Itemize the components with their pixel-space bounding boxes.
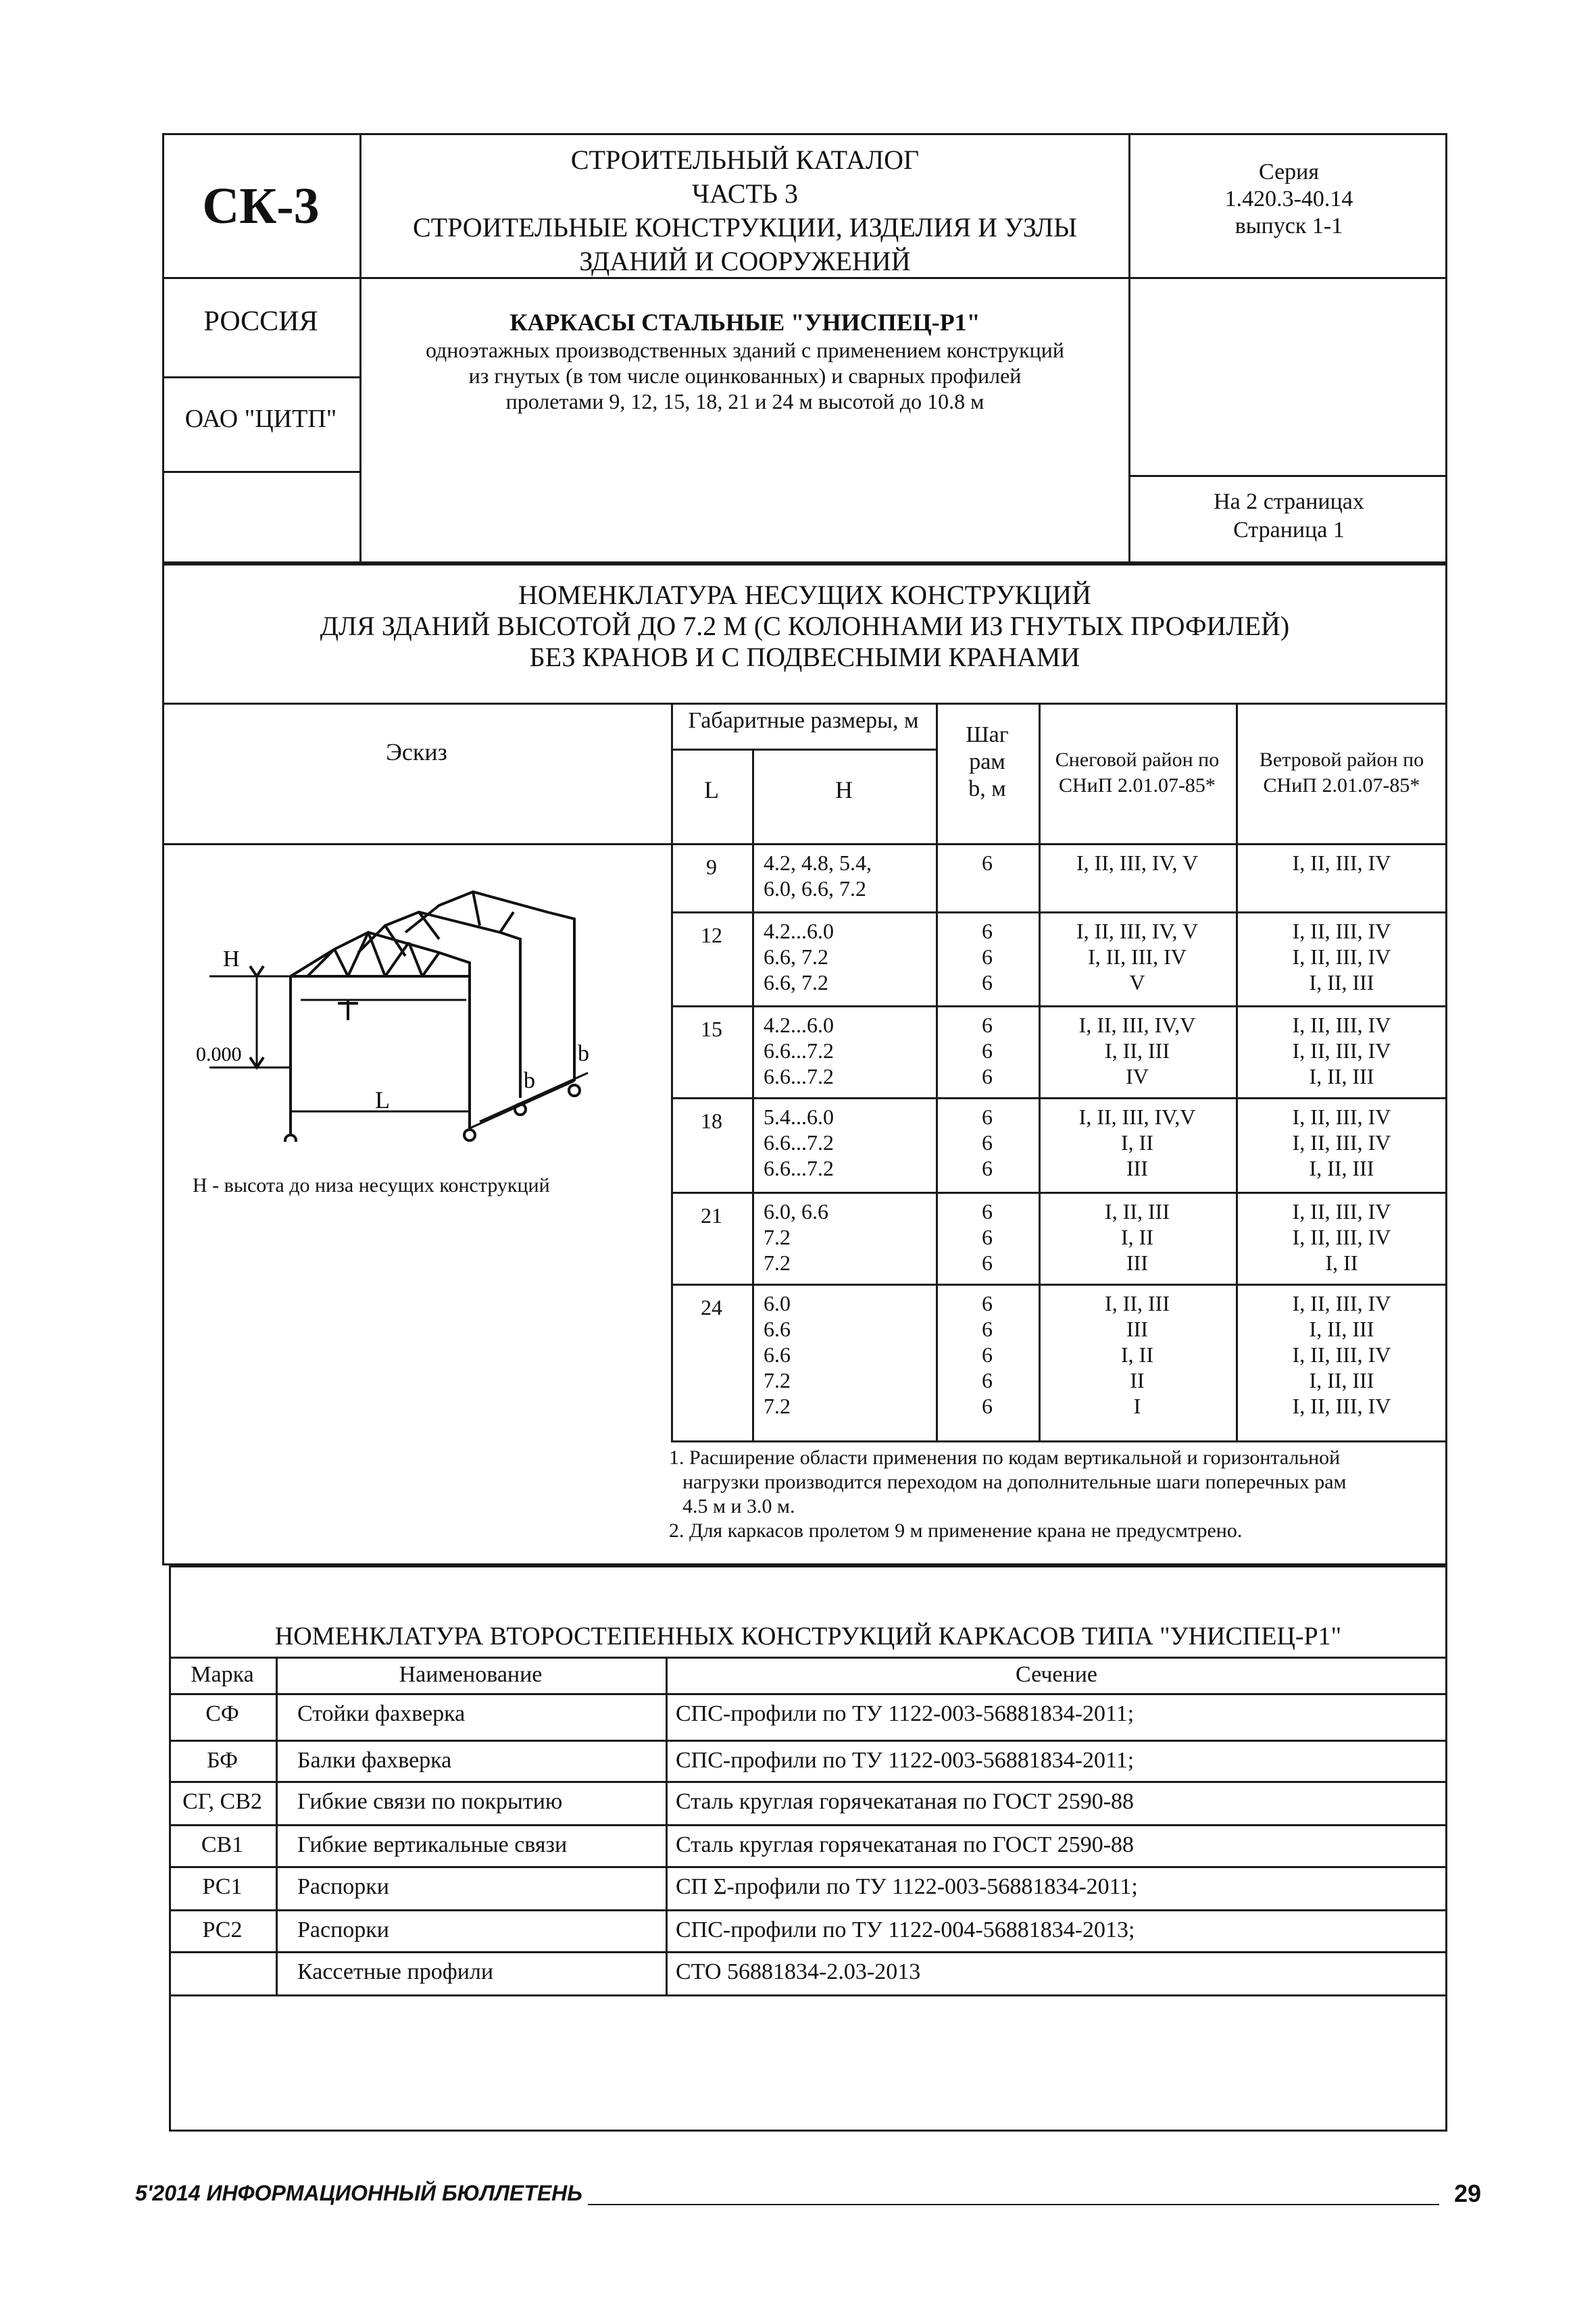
sketch-label-h: H	[223, 947, 240, 972]
s2-header-name: Наименование	[399, 1662, 543, 1687]
cell-line: I, II, III, IV, V	[1076, 851, 1199, 875]
cell-line: I, II, III	[1309, 970, 1374, 995]
cell-line: 6	[982, 1251, 993, 1275]
cell-line: I, II, III, IV	[1292, 1225, 1391, 1249]
note-line: 1. Расширение области применения по кодам вертикальной и горизонтальной	[669, 1447, 1341, 1469]
cell-line: 7.2	[764, 1394, 791, 1418]
cell-line: 6.6...7.2	[764, 1130, 834, 1155]
col-header-snow	[1039, 747, 1236, 799]
cell-b	[936, 1290, 1039, 1419]
cell-snow	[1039, 1290, 1236, 1419]
cell-snow	[1039, 1199, 1236, 1276]
s2-row-line	[169, 1951, 1447, 1953]
section2-table-top	[169, 1657, 1447, 1659]
document-title-block	[361, 307, 1128, 414]
sketch-caption: Н - высота до низа несущих конструкций	[193, 1174, 550, 1197]
s2-cell-name: Гибкие связи по покрытию	[297, 1789, 563, 1814]
sketch-frame-back	[405, 892, 574, 1081]
row-line	[671, 1192, 1447, 1194]
sketch-label-zero: 0.000	[196, 1043, 242, 1065]
section1-title	[162, 580, 1447, 673]
row-line	[671, 1097, 1447, 1099]
catalog-title-line: ЗДАНИЙ И СООРУЖЕНИЙ	[579, 246, 911, 276]
header-row-line-4	[1128, 475, 1447, 477]
col-header-step-line: рам	[969, 749, 1005, 774]
col-header-wind	[1236, 747, 1447, 799]
table-header-bottom-line	[162, 843, 1447, 845]
cell-line: 6	[982, 1368, 993, 1392]
document-title: КАРКАСЫ СТАЛЬНЫЕ "УНИСПЕЦ-Р1"	[509, 309, 980, 336]
s2-cell-mark: РС2	[202, 1917, 243, 1942]
cell-line: 18	[701, 1109, 722, 1133]
pages-line: На 2 страницах	[1214, 489, 1364, 514]
cell-H	[764, 1290, 936, 1419]
document-desc-line: из гнутых (в том числе оцинкованных) и сварных профилей	[468, 363, 1022, 388]
cell-wind	[1236, 1104, 1447, 1181]
cell-wind	[1236, 1290, 1447, 1419]
cell-line: 6	[982, 1291, 993, 1315]
cell-line: III	[1126, 1156, 1148, 1180]
cell-line: I, II, III, IV	[1292, 1013, 1391, 1037]
cell-line: III	[1126, 1317, 1148, 1341]
s2-cell-mark: СГ, СВ2	[182, 1789, 262, 1814]
s2-cell-mark: СФ	[205, 1701, 239, 1726]
note-line: нагрузки производится переходом на дополнительные шаги поперечных рам	[682, 1471, 1347, 1493]
cell-line: 4.2, 4.8, 5.4,	[764, 851, 872, 875]
section1-title-line: БЕЗ КРАНОВ И С ПОДВЕСНЫМИ КРАНАМИ	[529, 642, 1080, 672]
row-line	[671, 1284, 1447, 1286]
cell-snow	[1039, 1104, 1236, 1181]
cell-line: I, II, III	[1309, 1064, 1374, 1088]
cell-line: 6	[982, 1038, 993, 1063]
col-header-step-line: Шаг	[966, 722, 1009, 747]
cell-line: 6	[982, 1064, 993, 1088]
catalog-title-line: СТРОИТЕЛЬНЫЙ КАТАЛОГ	[570, 145, 920, 175]
s2-cell-mark: СВ1	[201, 1832, 244, 1857]
s2-cell-name: Распорки	[297, 1874, 389, 1899]
col-header-step	[936, 722, 1039, 803]
cell-line: 6.6, 7.2	[764, 945, 828, 969]
footer-rule	[588, 2204, 1439, 2205]
cell-line: I, II, III	[1105, 1291, 1170, 1315]
s2-cell-mark: БФ	[207, 1748, 238, 1773]
cell-line: 4.2...6.0	[764, 919, 834, 943]
footer-page-number: 29	[1454, 2180, 1482, 2207]
cell-line: 24	[701, 1295, 722, 1319]
cell-line: 6.6	[764, 1342, 791, 1367]
cell-line: 15	[701, 1017, 722, 1041]
catalog-title-line: СТРОИТЕЛЬНЫЕ КОНСТРУКЦИИ, ИЗДЕЛИЯ И УЗЛЫ	[412, 212, 1078, 243]
cell-line: 6.6, 7.2	[764, 970, 828, 995]
sketch-frame-middle	[358, 912, 520, 1098]
col-divider-L	[752, 749, 754, 1440]
col-header-step-line: b, м	[968, 776, 1006, 801]
cell-L	[671, 1108, 752, 1134]
cell-b	[936, 1104, 1039, 1181]
catalog-title	[361, 143, 1128, 278]
cell-line: I, II, III, IV	[1292, 945, 1391, 969]
s2-cell-section: СТО 56881834-2.03-2013	[676, 1959, 921, 1984]
cell-H	[764, 1199, 936, 1276]
cell-snow	[1039, 850, 1236, 876]
col-header-sketch: Эскиз	[386, 738, 447, 765]
section1-title-line: НОМЕНКЛАТУРА НЕСУЩИХ КОНСТРУКЦИЙ	[518, 580, 1091, 610]
cell-line: I, II, III, IV	[1292, 1130, 1391, 1155]
cell-line: 6.6...7.2	[764, 1064, 834, 1088]
cell-line: 6.6	[764, 1317, 791, 1341]
cell-line: I, II, III	[1309, 1317, 1374, 1341]
cell-H	[764, 918, 936, 995]
note-line: 4.5 м и 3.0 м.	[682, 1495, 795, 1517]
cell-line: 6	[982, 1317, 993, 1341]
s2-header-mark: Марка	[191, 1662, 254, 1687]
col-header-wind-line: СНиП 2.01.07-85*	[1263, 774, 1420, 797]
series-line: Серия	[1258, 159, 1320, 184]
cell-b	[936, 918, 1039, 995]
section1-title-line: ДЛЯ ЗДАНИЙ ВЫСОТОЙ ДО 7.2 М (С КОЛОННАМИ ИЗ ГНУТЫХ ПРОФИЛЕЙ)	[320, 611, 1290, 641]
cell-wind	[1236, 918, 1447, 995]
cell-line: 4.2...6.0	[764, 1013, 834, 1037]
catalog-code: СК-3	[202, 178, 320, 234]
document-desc-line: пролетами 9, 12, 15, 18, 21 и 24 м высотой до 10.8 м	[505, 389, 984, 413]
section1-notes	[669, 1446, 1446, 1543]
cell-b	[936, 1012, 1039, 1089]
s2-cell-section: СПС-профили по ТУ 1122-003-56881834-2011;	[676, 1701, 1134, 1726]
series-line: 1.420.3-40.14	[1224, 186, 1353, 211]
s2-cell-name: Балки фахверка	[297, 1748, 452, 1773]
col-header-L: L	[704, 776, 719, 803]
cell-line: I, II, III, IV,V	[1078, 1105, 1196, 1129]
s2-row-line	[169, 1781, 1447, 1783]
s2-row-line	[169, 1866, 1447, 1868]
s2-cell-section: Сталь круглая горячекатаная по ГОСТ 2590-88	[676, 1832, 1134, 1857]
cell-line: 6	[982, 945, 993, 969]
cell-line: I, II, III	[1309, 1368, 1374, 1392]
dims-subheader-line	[671, 749, 936, 751]
cell-line: I, II	[1121, 1342, 1153, 1367]
cell-line: 9	[706, 855, 717, 879]
cell-line: 6	[982, 1225, 993, 1249]
s2-cell-name: Распорки	[297, 1917, 389, 1942]
pages-info	[1130, 488, 1447, 545]
cell-line: I, II, III, IV	[1292, 1342, 1391, 1367]
row-line	[671, 1005, 1447, 1007]
header-row-line-2	[162, 376, 359, 378]
cell-line: III	[1126, 1251, 1148, 1275]
cell-snow	[1039, 1012, 1236, 1089]
cell-line: 6	[982, 1342, 993, 1367]
section2-title: НОМЕНКЛАТУРА ВТОРОСТЕПЕННЫХ КОНСТРУКЦИЙ КАРКАСОВ ТИПА "УНИСПЕЦ-Р1"	[274, 1622, 1342, 1651]
col-header-H: H	[835, 776, 853, 803]
cell-line: 7.2	[764, 1251, 791, 1275]
cell-line: 6.0, 6.6, 7.2	[764, 876, 866, 901]
sketch-label-l: L	[375, 1086, 390, 1113]
cell-L	[671, 1294, 752, 1320]
cell-H	[764, 850, 936, 901]
series-info	[1130, 159, 1447, 240]
cell-line: 6	[982, 1013, 993, 1037]
cell-line: 6.0	[764, 1291, 791, 1315]
cell-line: 6	[982, 1105, 993, 1129]
s2-row-line	[169, 1909, 1447, 1911]
cell-line: 7.2	[764, 1225, 791, 1249]
cell-line: I, II, III, IV	[1292, 1038, 1391, 1063]
s2-cell-name: Гибкие вертикальные связи	[297, 1832, 568, 1857]
cell-line: 21	[701, 1203, 722, 1228]
cell-line: 6	[982, 1130, 993, 1155]
cell-line: I, II	[1121, 1130, 1153, 1155]
cell-L	[671, 922, 752, 948]
s2-row-line	[169, 1693, 1447, 1695]
cell-line: 6.6...7.2	[764, 1156, 834, 1180]
cell-line: I, II, III, IV	[1292, 1394, 1391, 1418]
org-label: ОАО "ЦИТП"	[184, 405, 337, 433]
document-desc-line: одноэтажных производственных зданий с применением конструкций	[425, 338, 1065, 362]
col-header-snow-line: Снеговой район по	[1055, 749, 1220, 771]
cell-line: 7.2	[764, 1368, 791, 1392]
cell-b	[936, 850, 1039, 876]
cell-line: I, II, III	[1105, 1199, 1170, 1224]
s2-header-section: Сечение	[1015, 1662, 1097, 1687]
catalog-title-line: ЧАСТЬ 3	[692, 178, 798, 209]
cell-line: IV	[1126, 1064, 1149, 1088]
cell-L	[671, 1016, 752, 1042]
row-line	[671, 911, 1447, 913]
cell-H	[764, 1012, 936, 1089]
note-line: 2. Для каркасов пролетом 9 м применение крана не предусмтрено.	[669, 1519, 1243, 1542]
series-line: выпуск 1-1	[1235, 213, 1343, 238]
cell-H	[764, 1104, 936, 1181]
s2-cell-section: СП Σ-профили по ТУ 1122-003-56881834-2011;	[676, 1874, 1138, 1899]
cell-line: I, II, III	[1105, 1038, 1170, 1063]
table-bottom-line	[671, 1440, 1447, 1442]
cell-wind	[1236, 1199, 1447, 1276]
footer-bulletin: 5'2014 ИНФОРМАЦИОННЫЙ БЮЛЛЕТЕНЬ	[135, 2181, 582, 2205]
cell-L	[671, 854, 752, 880]
cell-line: I, II, III	[1309, 1156, 1374, 1180]
cell-line: 6	[982, 970, 993, 995]
cell-snow	[1039, 918, 1236, 995]
cell-line: I, II, III, IV,V	[1078, 1013, 1196, 1037]
s2-row-line	[169, 1740, 1447, 1742]
cell-line: 6.0, 6.6	[764, 1199, 828, 1224]
cell-line: II	[1130, 1368, 1145, 1392]
cell-b	[936, 1199, 1039, 1276]
cell-line: I, II, III, IV, V	[1076, 919, 1199, 943]
cell-line: 6	[982, 1394, 993, 1418]
s2-row-line	[169, 1824, 1447, 1826]
s2-cell-section: СПС-профили по ТУ 1122-004-56881834-2013;	[676, 1917, 1135, 1942]
sketch-label-b: b	[524, 1068, 535, 1093]
country-label: РОССИЯ	[203, 306, 318, 337]
cell-line: I, II	[1121, 1225, 1153, 1249]
s2-cell-name: Стойки фахверка	[297, 1701, 466, 1726]
cell-line: 5.4...6.0	[764, 1105, 834, 1129]
s2-cell-section: Сталь круглая горячекатаная по ГОСТ 2590-88	[676, 1789, 1134, 1814]
cell-line: 6	[982, 1199, 993, 1224]
cell-line: I, II, III, IV	[1292, 1291, 1391, 1315]
cell-line: I, II, III, IV	[1292, 1105, 1391, 1129]
s2-cell-mark: РС1	[202, 1874, 243, 1899]
cell-line: 6.6...7.2	[764, 1038, 834, 1063]
s2-cell-section: СПС-профили по ТУ 1122-003-56881834-2011;	[676, 1748, 1134, 1773]
cell-wind	[1236, 850, 1447, 876]
col-header-snow-line: СНиП 2.01.07-85*	[1059, 774, 1216, 797]
cell-line: 6	[982, 919, 993, 943]
s2-cell-name: Кассетные профили	[297, 1959, 494, 1984]
s2-table-bottom	[169, 1994, 1447, 1996]
cell-line: I	[1133, 1394, 1141, 1418]
cell-line: I, II, III, IV	[1292, 919, 1391, 943]
cell-line: 12	[701, 923, 722, 947]
cell-line: 6	[982, 851, 993, 875]
cell-line: 6	[982, 1156, 993, 1180]
cell-line: I, II, III, IV	[1292, 851, 1391, 875]
pages-line: Страница 1	[1233, 518, 1345, 543]
cell-line: V	[1129, 970, 1145, 995]
col-header-wind-line: Ветровой район по	[1259, 749, 1424, 771]
section1-title-line	[162, 703, 1447, 705]
cell-L	[671, 1203, 752, 1228]
cell-line: I, II	[1325, 1251, 1358, 1275]
cell-line: I, II, III, IV	[1088, 945, 1187, 969]
col-header-dims: Габаритные размеры, м	[688, 708, 919, 733]
col-divider-sketch	[671, 703, 673, 1440]
sketch-label-b: b	[578, 1041, 589, 1066]
header-row-line-3	[162, 471, 359, 473]
cell-line: I, II, III, IV	[1292, 1199, 1391, 1224]
frame-sketch	[182, 858, 655, 1142]
cell-wind	[1236, 1012, 1447, 1089]
